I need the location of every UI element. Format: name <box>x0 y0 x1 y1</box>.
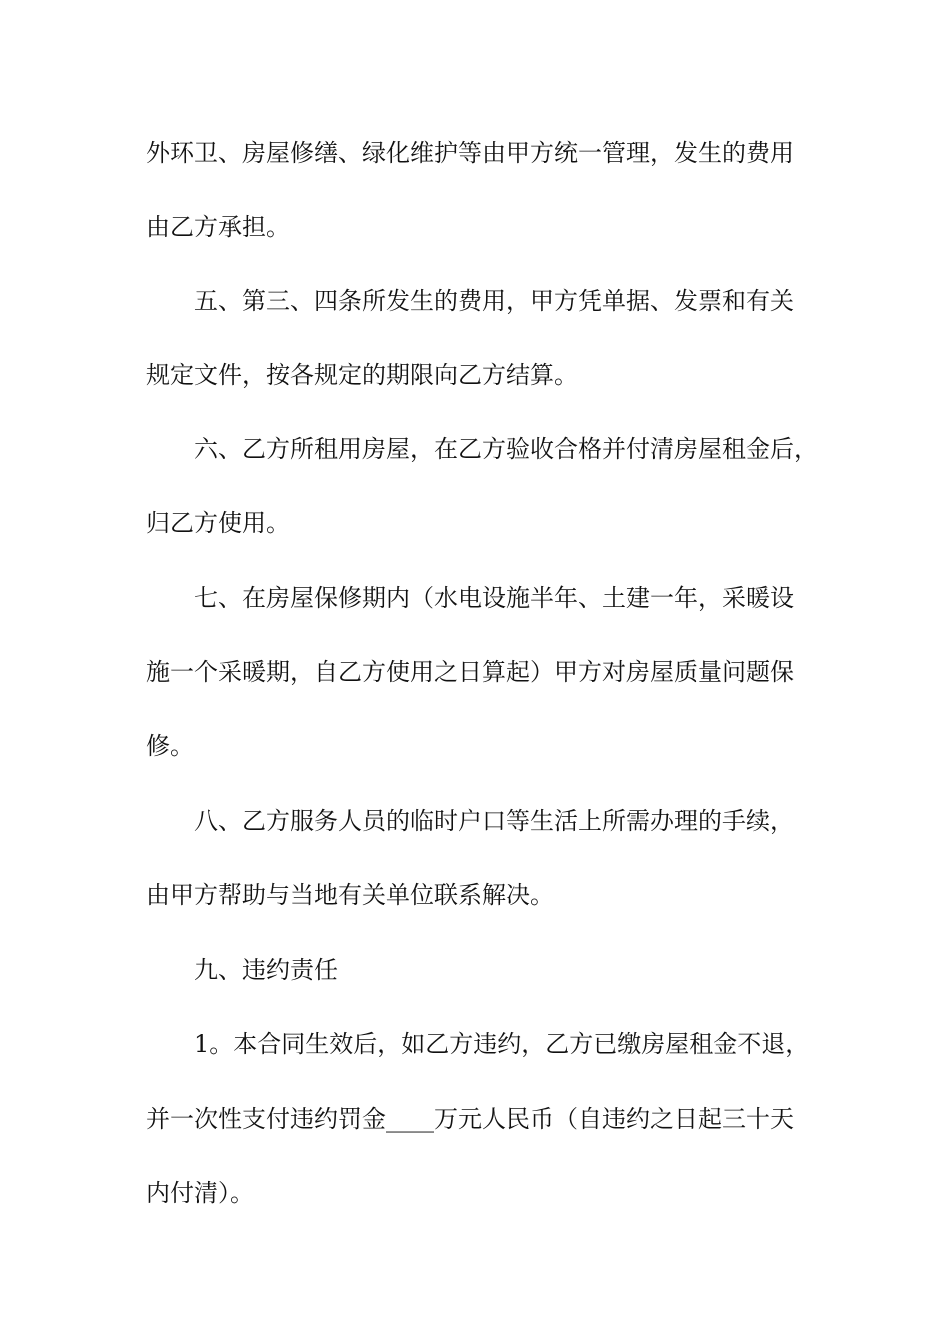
paragraph-line: 内付清）。 <box>146 1179 254 1207</box>
paragraph-line: 八、乙方服务人员的临时户口等生活上所需办理的手续， <box>194 807 794 835</box>
paragraph-line: 规定文件，按各规定的期限向乙方结算。 <box>146 361 578 389</box>
paragraph-line: 六、乙方所租用房屋，在乙方验收合格并付清房屋租金后， <box>194 435 818 463</box>
paragraph-line: 修。 <box>146 732 194 760</box>
paragraph-line: 七、在房屋保修期内（水电设施半年、土建一年，采暖设 <box>194 584 794 612</box>
paragraph-line: 由乙方承担。 <box>146 213 290 241</box>
paragraph-line: 外环卫、房屋修缮、绿化维护等由甲方统一管理，发生的费用 <box>146 139 794 167</box>
paragraph-line: 归乙方使用。 <box>146 509 290 537</box>
paragraph-line: 并一次性支付违约罚金____万元人民币（自违约之日起三十天 <box>146 1105 794 1133</box>
paragraph-line: 五、第三、四条所发生的费用，甲方凭单据、发票和有关 <box>194 287 794 315</box>
paragraph-line: 1。本合同生效后，如乙方违约，乙方已缴房屋租金不退， <box>194 1030 810 1058</box>
paragraph-line: 施一个采暖期，自乙方使用之日算起）甲方对房屋质量问题保 <box>146 658 794 686</box>
section-heading: 九、违约责任 <box>194 956 338 984</box>
paragraph-line: 由甲方帮助与当地有关单位联系解决。 <box>146 881 554 909</box>
